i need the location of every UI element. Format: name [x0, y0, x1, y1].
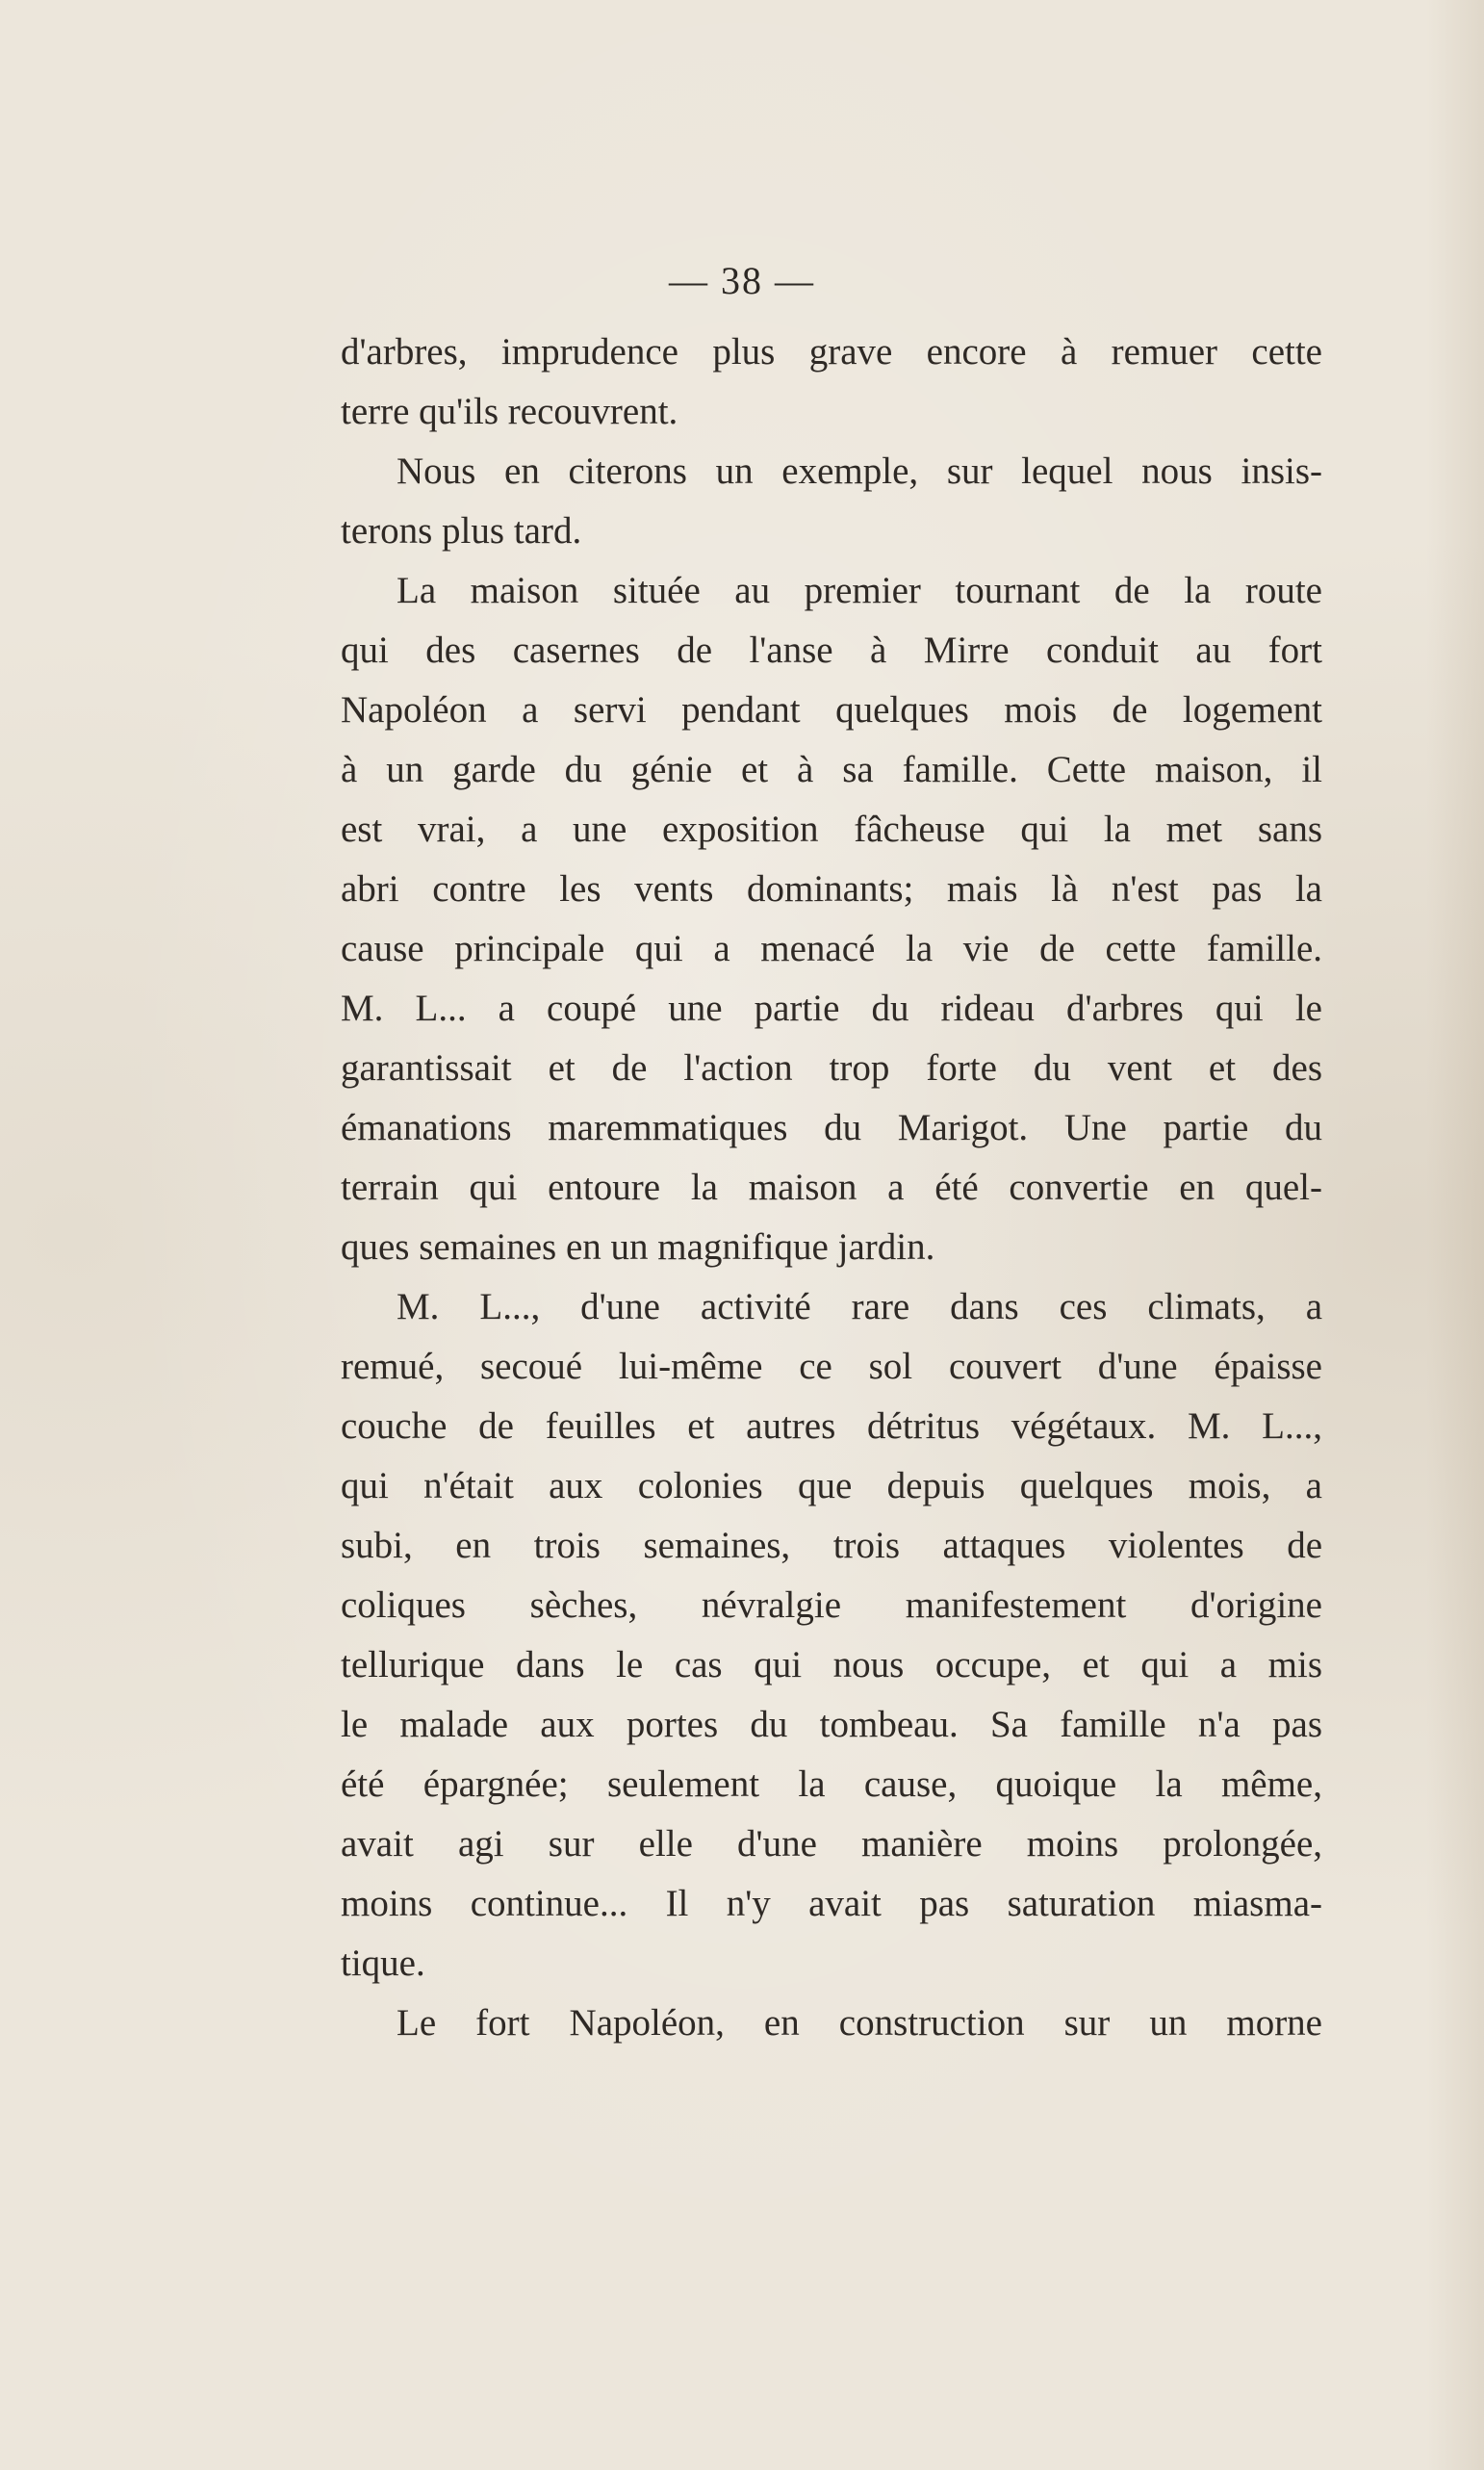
- text-line: terrain qui entoure la maison a été convertie en quel-: [341, 1167, 1322, 1208]
- text-line: tellurique dans le cas qui nous occupe, et qui a mis: [341, 1644, 1322, 1685]
- text-line: Le fort Napoléon, en construction sur un morne: [397, 2002, 1322, 2044]
- text-line: coliques sèches, névralgie manifestement d'origine: [341, 1584, 1322, 1626]
- text-line: à un garde du génie et à sa famille. Cette maison, il: [341, 749, 1322, 790]
- text-line: été épargnée; seulement la cause, quoique la même,: [341, 1763, 1322, 1805]
- text-line: couche de feuilles et autres détritus végétaux. M. L...,: [341, 1405, 1322, 1447]
- text-line: garantissait et de l'action trop forte du vent et des: [341, 1047, 1322, 1089]
- text-line: est vrai, a une exposition fâcheuse qui la met sans: [341, 809, 1322, 850]
- text-line: d'arbres, imprudence plus grave encore à remuer cette: [341, 331, 1322, 373]
- body-text: [341, 322, 1322, 2053]
- page-number: — 38 —: [669, 259, 815, 302]
- text-line: M. L... a coupé une partie du rideau d'arbres qui le: [341, 988, 1322, 1029]
- text-line: Napoléon a servi pendant quelques mois de logement: [341, 689, 1322, 731]
- text-line: le malade aux portes du tombeau. Sa famille n'a pas: [341, 1704, 1322, 1745]
- text-line: subi, en trois semaines, trois attaques violentes de: [341, 1525, 1322, 1566]
- text-line: moins continue... Il n'y avait pas saturation miasma-: [341, 1883, 1322, 1924]
- text-line: remué, secoué lui-même ce sol couvert d'une épaisse: [341, 1346, 1322, 1387]
- text-line: cause principale qui a menacé la vie de cette famille.: [341, 928, 1322, 969]
- text-line: tique.: [341, 1943, 425, 1984]
- page-edge-shadow: [1426, 0, 1484, 2470]
- text-line: La maison située au premier tournant de la route: [397, 570, 1322, 611]
- text-line: M. L..., d'une activité rare dans ces climats, a: [397, 1286, 1322, 1327]
- text-line: émanations maremmatiques du Marigot. Une partie du: [341, 1107, 1322, 1148]
- text-line: avait agi sur elle d'une manière moins prolongée,: [341, 1823, 1322, 1865]
- text-line: terre qu'ils recouvrent.: [341, 391, 678, 432]
- text-line: qui des casernes de l'anse à Mirre conduit au fort: [341, 630, 1322, 671]
- text-line: abri contre les vents dominants; mais là n'est pas la: [341, 868, 1322, 910]
- text-line: qui n'était aux colonies que depuis quelques mois, a: [341, 1465, 1322, 1506]
- text-line: ques semaines en un magnifique jardin.: [341, 1226, 935, 1268]
- text-line: Nous en citerons un exemple, sur lequel nous insis-: [397, 450, 1322, 492]
- text-line: terons plus tard.: [341, 510, 582, 552]
